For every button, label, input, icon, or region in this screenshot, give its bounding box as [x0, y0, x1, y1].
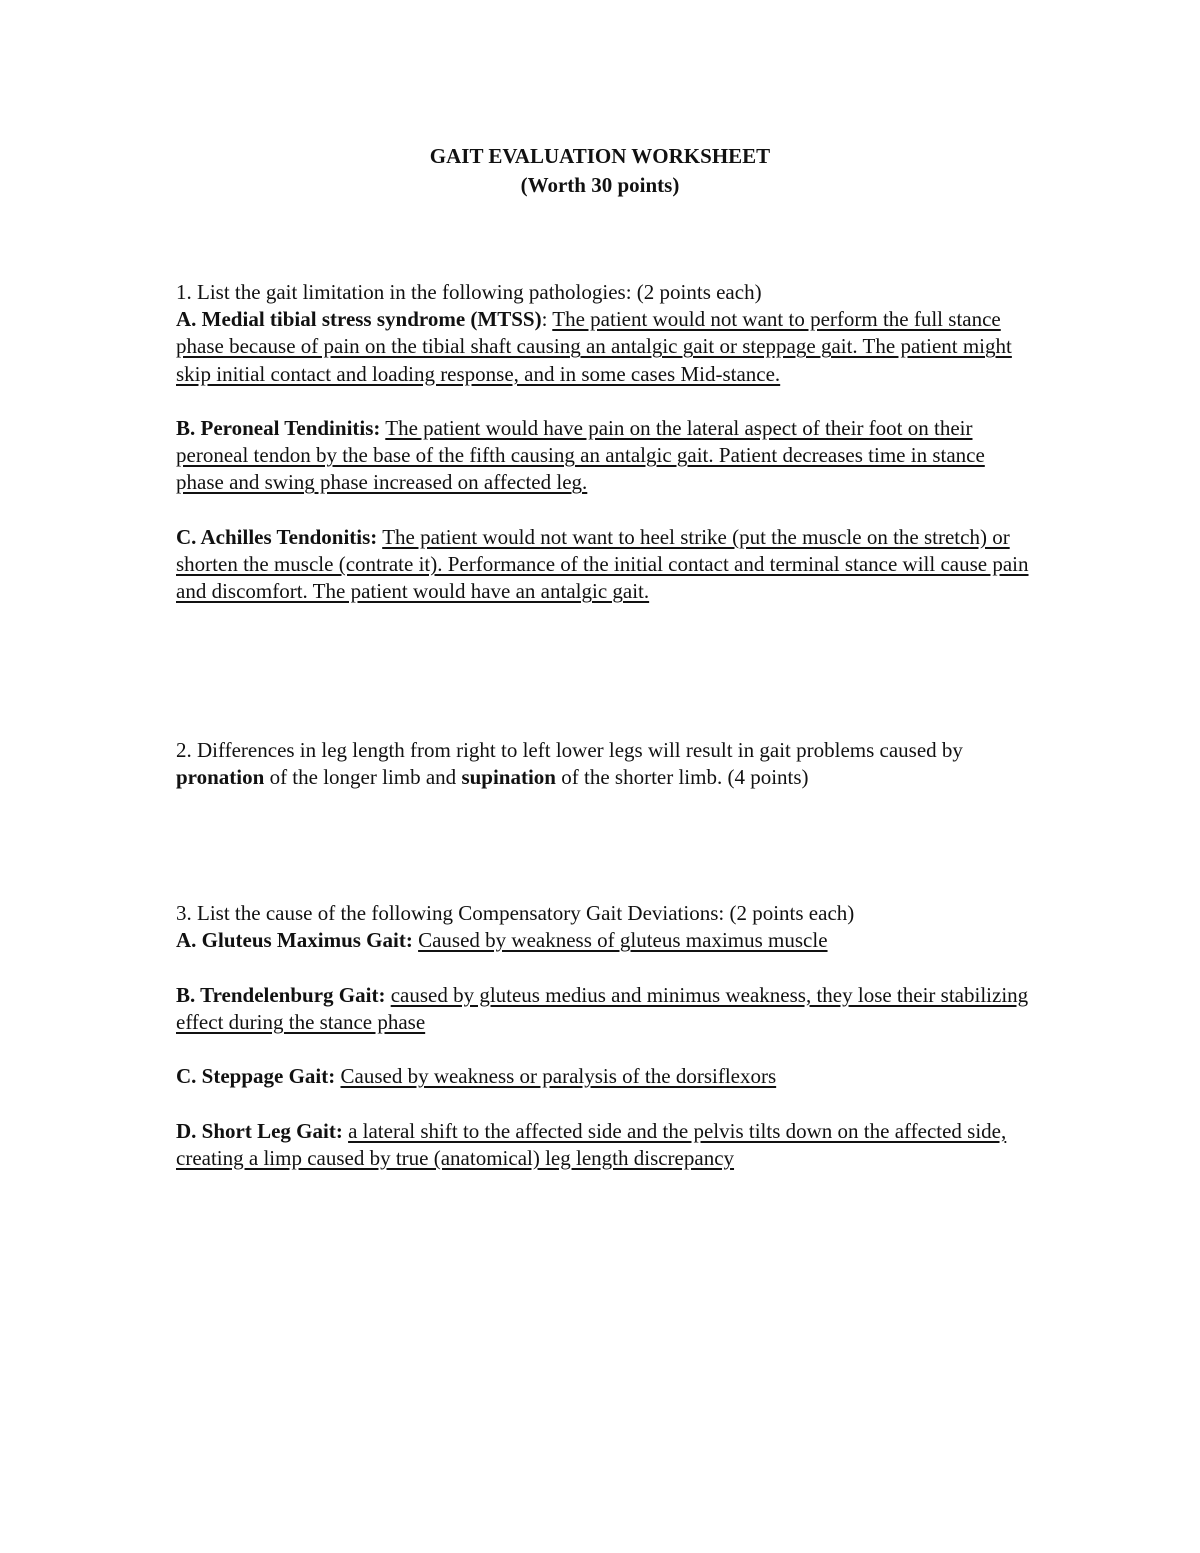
question-3a-answer: Caused by weakness of gluteus maximus muscle [418, 928, 828, 953]
question-3b [176, 982, 1036, 1036]
question-1a-separator: : [541, 307, 553, 332]
question-3c-label: C. Steppage Gait: [176, 1064, 336, 1089]
question-2-part3: of the shorter limb. (4 points) [556, 765, 809, 790]
question-1a-answer: The patient would not want to perform the full stance phase because of pain on the tibial shaft causing an antalgic gait or steppage gait. The patient might skip initial contact and loading response, and in some cases Mid-stance. [176, 307, 1012, 386]
question-3d-answer: a lateral shift to the affected side and the pelvis tilts down on the affected side, creating a limp caused by true (anatomical) leg length discrepancy [176, 1118, 1007, 1170]
question-2-pronation: pronation [176, 765, 265, 790]
question-1b [176, 415, 1036, 497]
question-3c [176, 1063, 1036, 1090]
question-3d [176, 1118, 1036, 1172]
question-3a-label: A. Gluteus Maximus Gait: [176, 928, 413, 953]
question-3b-label: B. Trendelenburg Gait: [176, 982, 386, 1007]
question-1c-answer: The patient would not want to heel strike (put the muscle on the stretch) or shorten the muscle (contrate it). Performance of the initial contact and terminal stance will cause pain and discomfort. The patient would have an antalgic gait. [176, 524, 1029, 604]
question-3-section [176, 900, 1036, 1172]
question-3-prompt: 3. List the cause of the following Compensatory Gait Deviations: (2 points each) [176, 901, 855, 925]
question-3d-label: D. Short Leg Gait: [176, 1118, 343, 1143]
question-1-section [176, 279, 1036, 605]
question-1c [176, 524, 1036, 606]
question-2-part2: of the longer limb and [264, 765, 462, 790]
question-2-supination: supination [461, 765, 556, 790]
question-3c-answer: Caused by weakness or paralysis of the dorsiflexors [340, 1064, 777, 1089]
question-1a [176, 306, 1036, 388]
question-3b-answer: caused by gluteus medius and minimus weakness, they lose their stabilizing effect during the stance phase [176, 982, 1029, 1034]
question-2-part1: 2. Differences in leg length from right to left lower legs will result in gait problems caused by [176, 738, 963, 762]
page-title: GAIT EVALUATION WORKSHEET [429, 144, 771, 168]
question-1b-answer: The patient would have pain on the lateral aspect of their foot on their peroneal tendon by the base of the fifth causing an antalgic gait. Patient decreases time in stance phase and swing phase increased on affected leg. [176, 416, 985, 495]
question-3a [176, 927, 1036, 954]
question-2-section [176, 737, 1036, 791]
page-subtitle: (Worth 30 points) [520, 173, 680, 197]
question-2-text [176, 737, 1036, 791]
question-1b-label: B. Peroneal Tendinitis: [176, 416, 381, 440]
question-1c-label: C. Achilles Tendonitis: [176, 524, 378, 549]
question-1a-label: A. Medial tibial stress syndrome (MTSS) [176, 307, 542, 332]
question-1-prompt: 1. List the gait limitation in the following pathologies: (2 points each) [176, 280, 762, 304]
